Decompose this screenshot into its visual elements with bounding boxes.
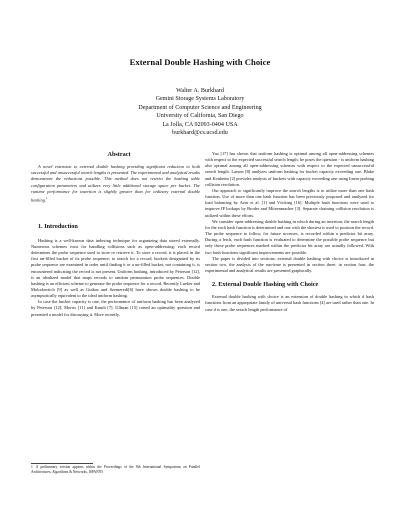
footnote-rule — [31, 463, 93, 464]
paragraph: The paper is divided into sections; external double hashing with choice is introduced in section two, the analysis of the run-time is presented in section three, in section four, the experimental and analytical results are presented graphically. — [205, 255, 374, 273]
paragraph: Hashing is a well-known data indexing technique for organizing data stored externally. Numerous schemes exist for handling collisions such as open-addressing; each record determines the probe sequence used to store or retrieve it. To store a record, it is placed in the first un-filled bucket of its probe sequence; to search for a record, buckets designated by its probe sequence are examined in order until finding it or a un-filled bucket, not containing it, is encountered indicating the record is not present. Uniform hashing, introduced by Peterson [12], is an idealized model that maps records to random permutation probe sequences. Double hashing is an efficient scheme to generate the probe sequence for a record. Recently Lueker and Molodowitch [9] as well as Guibas and Szemeredi[6] have shown double hashing to be asymptotically equivalent to the ideal uniform hashing. — [31, 237, 200, 299]
paragraph: Yao [17] has shown that uniform hashing is optimal among all open-addressing schemes with respect to the expected successful search length; he poses the question - is uniform hashing also optimal among all open-addressing schemes with respect to the expected unsuccessful search length. Larson [8] analyzes uniform hashing for bucket capacity exceeding one. Blake and Konheim [2] provides analysis of buckets with capacity exceeding one using linear probing collision resolution. — [205, 151, 374, 187]
footnote: 1 A preliminary version appears within the Proceedings of the 8th International Symposium on Parallel Architectures, Algorithms & Networks, ISPAN'05 — [31, 465, 200, 474]
affiliation-line: La Jolla, CA 92093-0404 USA — [162, 121, 238, 128]
affiliation-line: University of California, San Diego — [156, 113, 244, 120]
section-heading-double-hashing: 2. External Double Hashing with Choice — [212, 281, 319, 289]
paragraph: External double hashing with choice is an extension of double hashing in which d hash functions from an appropriate family of universal hash functions [4] are used rather than one. In case d is one, the search length performance of — [205, 294, 374, 312]
left-column — [31, 152, 200, 318]
paragraph: Our approach to significantly improve the search lengths is to utilize more than one hash function. Use of more than one hash function has been previously proposed and analyzed for load balancing by Azar et al. [1] and Vöcking [16]. Multiple hash functions were used to improve IP lookups by Broder and Mitzenmacher [3]. Separate chaining collision resolution is utilized within these efforts. — [205, 187, 374, 218]
right-column — [205, 151, 374, 313]
affiliation-line: Gemini Storage Systems Laboratory — [155, 96, 245, 103]
footnote-marker: 1 — [46, 195, 48, 200]
abstract-heading: Abstract — [107, 151, 131, 158]
affiliation-line: Department of Computer Science and Engineering — [138, 104, 262, 111]
author-block — [0, 87, 400, 137]
author-name: Walter A. Burkhard — [176, 88, 224, 94]
paper-title: External Double Hashing with Choice — [129, 57, 271, 67]
section-heading-introduction: 1. Introduction — [38, 222, 78, 230]
abstract-text: A novel extension to external double hashing providing significant reduction to both successful and unsuccessful search lengths is presented. The experimental and analytical results demonstrate the reductions possible. This method does not restrict the hashing table configuration parameters and utilizes very little additional storage space per bucket. The runtime performance for insertion is slightly greater than for ordinary external double hashing.$^1$ — [31, 164, 201, 203]
footnote-number: 1 — [31, 465, 33, 469]
paragraph: In case the bucket capacity is one, the performance of uniform hashing has been analyzed by Peterson [12], Morris [11] and Knuth [7]. Ullman [15] raised an optimality question and presented a model for discussing it. More recently, — [31, 299, 200, 317]
paragraph: We consider open-addressing double hashing in which during an insertion, the search length for the each hash function is determined and one with the shortest is used to position the record. The probe sequence to follow, for future accesses, is recorded within a predictor bit array. During a fetch, each hash function is evaluated to determine the possible probe sequence but only those probe sequences marked within the predictor bit array are actually followed. With two hash functions significant improvements are possible. — [205, 218, 374, 255]
author-email: burkhard@cs.ucsd.edu — [172, 130, 228, 137]
